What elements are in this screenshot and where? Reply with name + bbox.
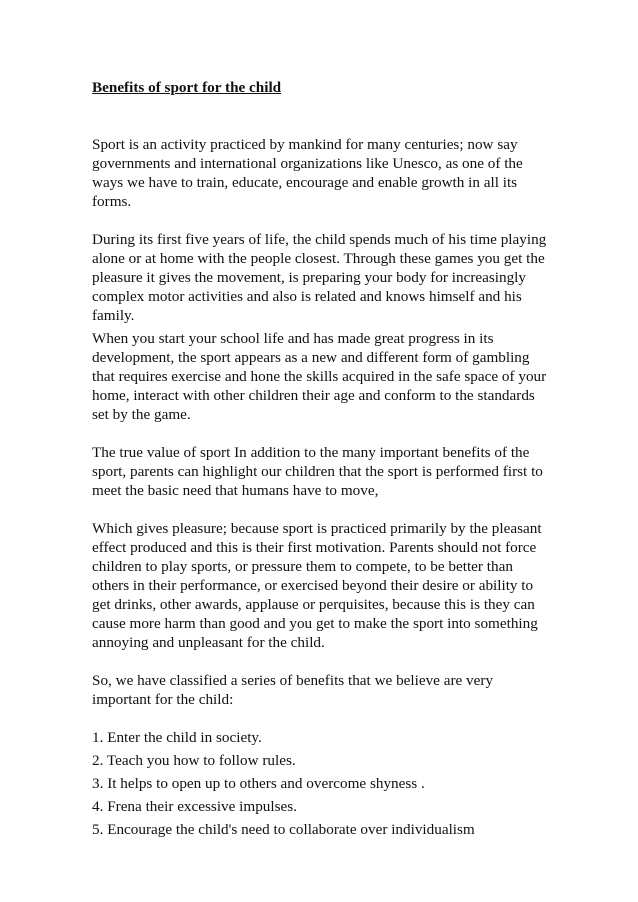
paragraph-school-life: When you start your school life and has made great progress in its development, the sport appears as a new and different form of gambling that requires exercise and hone the skills acquired in the safe space of your home, interact with other children their age and conform to the standards set by the game. xyxy=(92,330,547,423)
list-item: 5. Encourage the child's need to collaborate over individualism xyxy=(92,821,475,838)
paragraph-early-years: During its first five years of life, the child spends much of his time playing alone or at home with the people closest. Through these games you get the pleasure it gives the movement, is preparing your body for increasingly complex motor activities and also is related and knows himself and his family. xyxy=(92,231,547,324)
list-item: 4. Frena their excessive impulses. xyxy=(92,798,297,815)
list-item: 1. Enter the child in society. xyxy=(92,729,262,746)
document-body xyxy=(92,78,552,843)
document-title: Benefits of sport for the child xyxy=(92,79,282,96)
benefits-list xyxy=(92,728,552,839)
list-item: 2. Teach you how to follow rules. xyxy=(92,752,296,769)
paragraph-intro: Sport is an activity practiced by mankind for many centuries; now say governments and international organizations like Unesco, as one of the ways we have to train, educate, encourage and enable growth in all its forms. xyxy=(92,136,523,210)
paragraph-true-value: The true value of sport In addition to the many important benefits of the sport, parents can highlight our children that the sport is performed first to meet the basic need that humans have to move, xyxy=(92,444,543,499)
paragraph-pleasure: Which gives pleasure; because sport is practiced primarily by the pleasant effect produced and this is their first motivation. Parents should not force children to play sports, or pressure them to compete, to be better than others in their performance, or exercised beyond their desire or ability to get drinks, other awards, applause or perquisites, because this is they can cause more harm than good and you get to make the sport into something annoying and unpleasant for the child. xyxy=(92,520,542,651)
paragraph-benefits-intro: So, we have classified a series of benefits that we believe are very important for the child: xyxy=(92,672,494,708)
list-item: 3. It helps to open up to others and overcome shyness . xyxy=(92,775,425,792)
